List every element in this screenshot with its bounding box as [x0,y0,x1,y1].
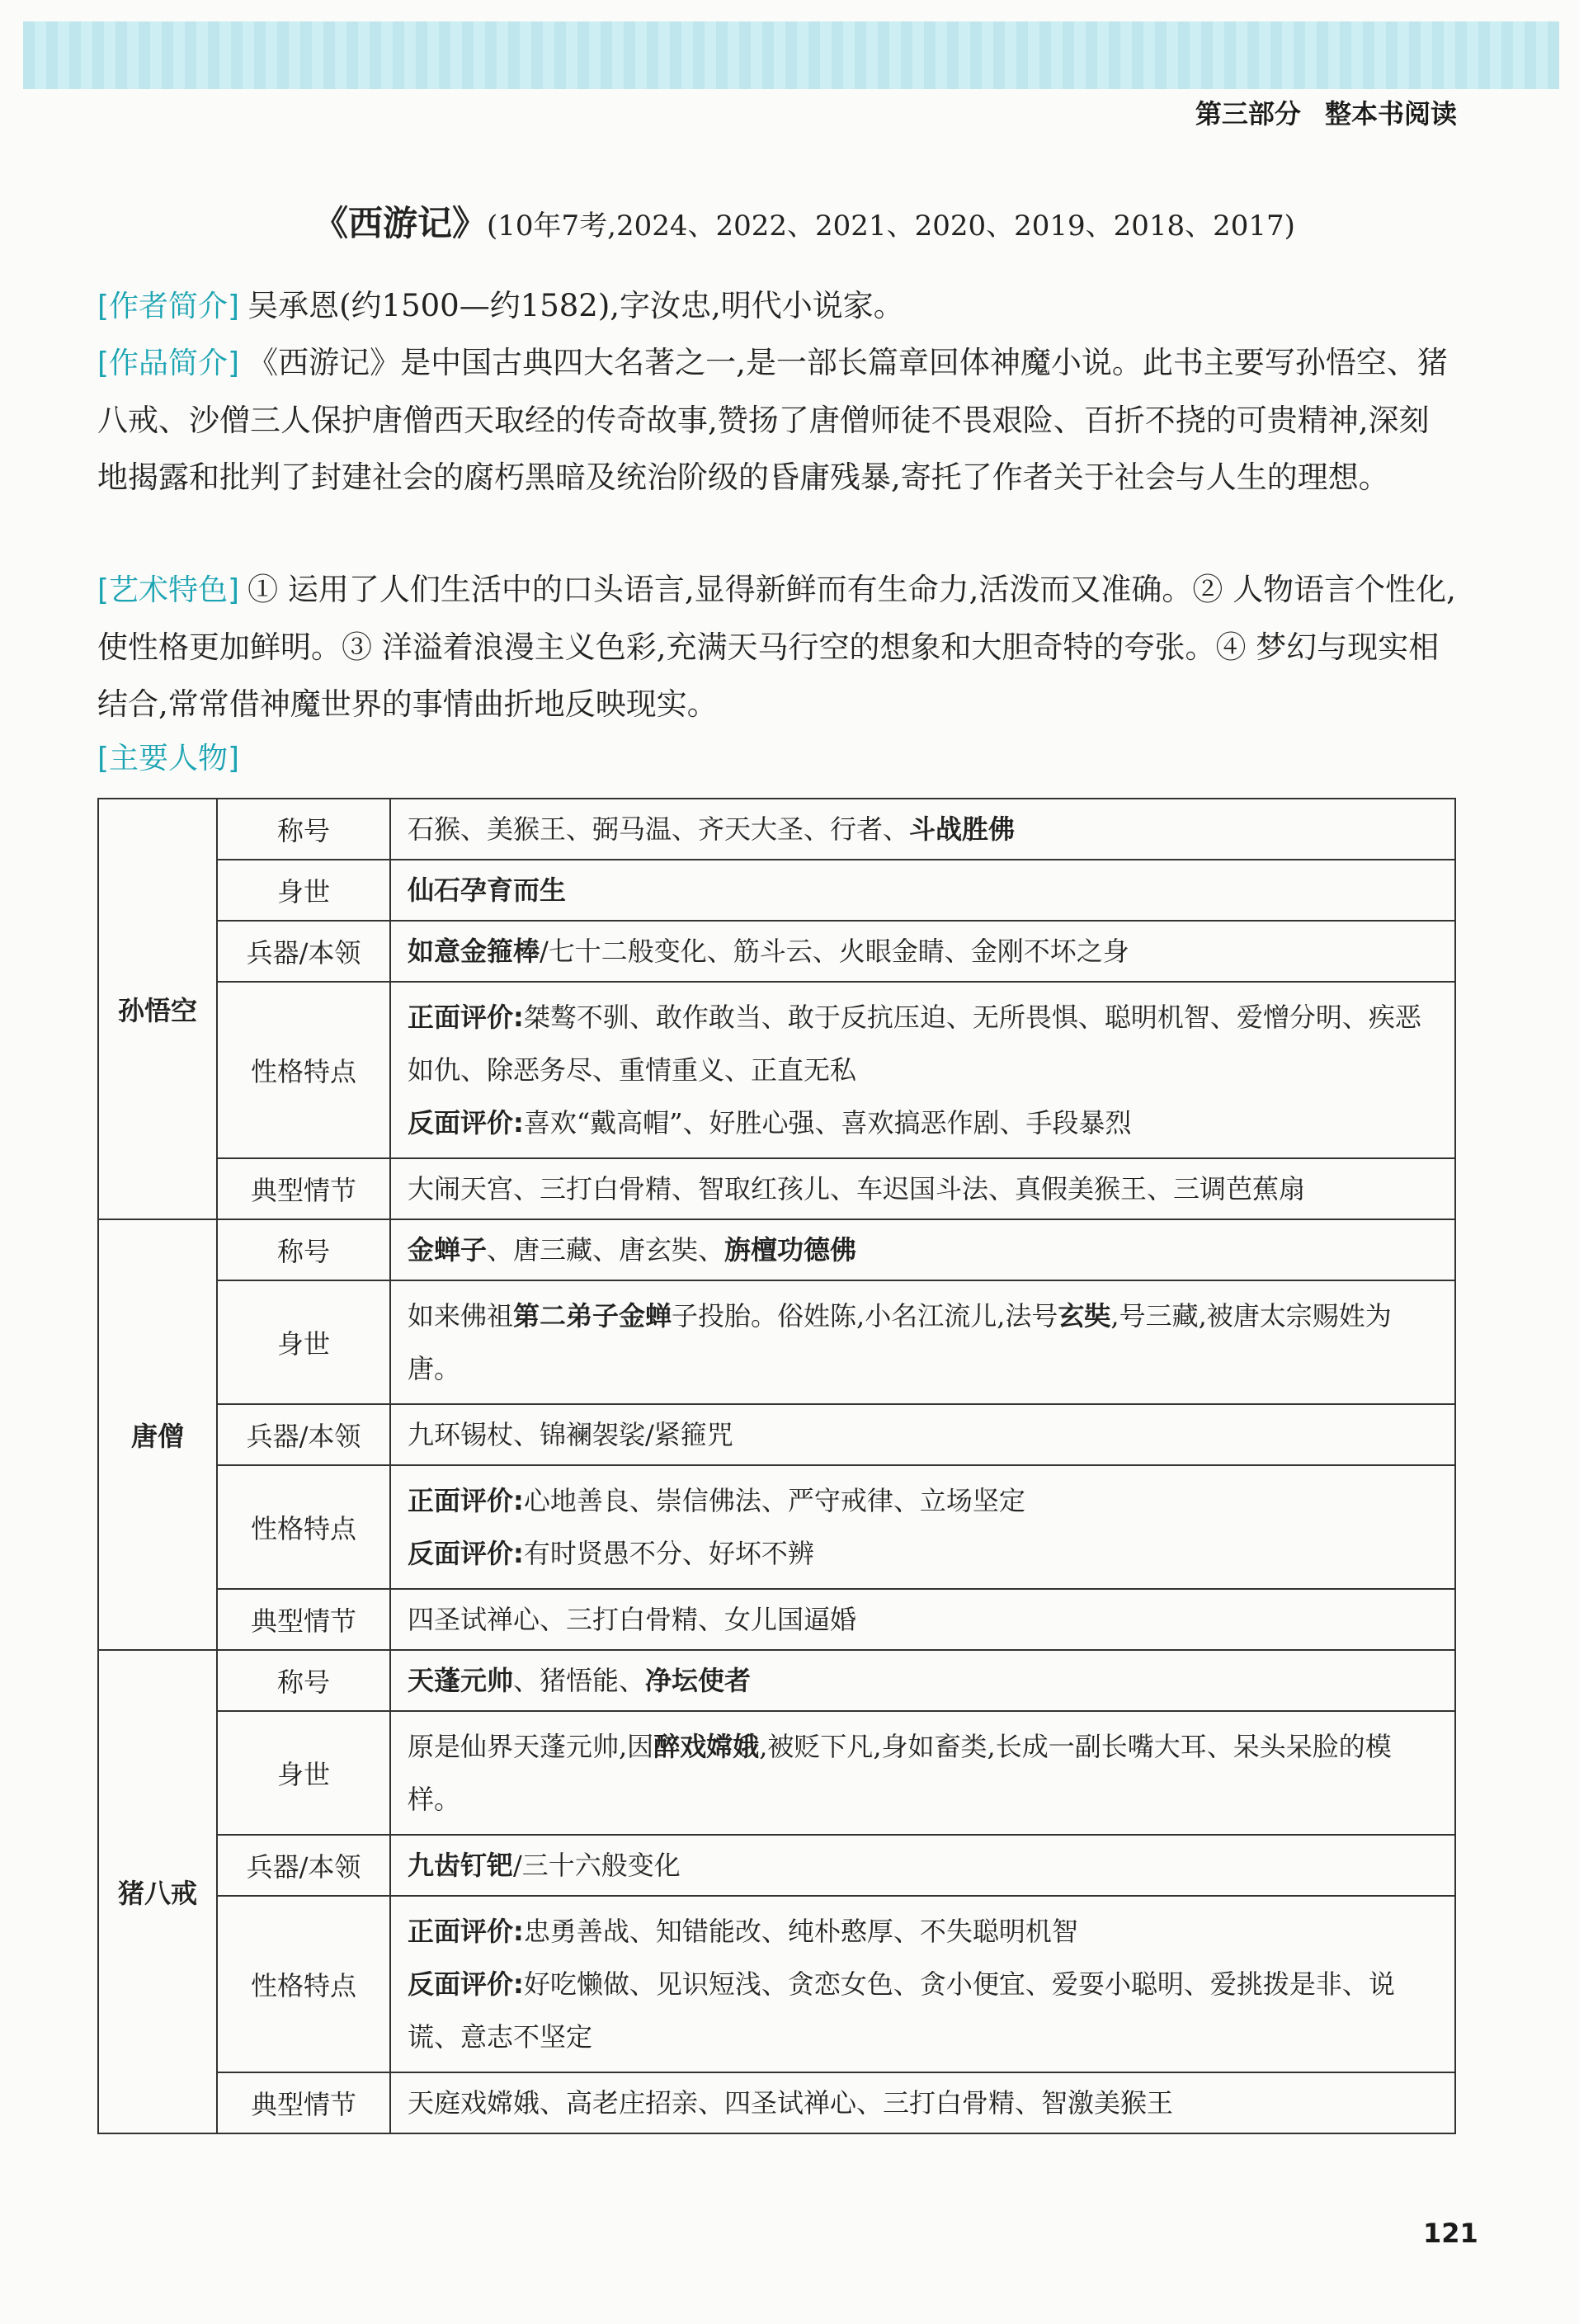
section-header: 第三部分 整本书阅读 [1195,98,1457,130]
attr-label: 典型情节 [217,2072,390,2133]
author-intro [97,277,1459,335]
table-row [98,1280,1455,1404]
attr-label: 身世 [217,1280,390,1404]
table-row [98,1711,1455,1835]
attr-label: 身世 [217,860,390,921]
table-row [98,2072,1455,2133]
personality-value: 正面评价:忠勇善战、知错能改、纯朴憨厚、不失聪明机智 反面评价:好吃懒做、见识短浅、贪恋女色、贪小便宜、爱耍小聪明、爱挑拨是非、说谎、意志不坚定 [390,1896,1455,2072]
characters-label: [主要人物] [97,742,240,775]
author-label: [作者简介] [97,290,240,323]
attr-label: 性格特点 [217,1896,390,2072]
page-number: 121 [1423,2218,1478,2249]
table-row [98,1650,1455,1711]
personality-value: 正面评价:桀骜不驯、敢作敢当、敢于反抗压迫、无所畏惧、聪明机智、爱憎分明、疾恶如仇、除恶务尽、重情重义、正直无私 反面评价:喜欢“戴高帽”、好胜心强、喜欢搞恶作剧、手段暴烈 [390,982,1455,1158]
table-row [98,799,1455,860]
table-row [98,1896,1455,2072]
attr-label: 兵器/本领 [217,1404,390,1465]
attr-label: 典型情节 [217,1158,390,1219]
attr-label: 称号 [217,1650,390,1711]
header-band [23,21,1559,89]
origin-value: 如来佛祖第二弟子金蝉子投胎。俗姓陈,小名江流儿,法号玄奘,号三藏,被唐太宗赐姓为唐。 [390,1280,1455,1404]
character-name: 猪八戒 [98,1650,217,2133]
attr-label: 称号 [217,799,390,860]
character-name: 孙悟空 [98,799,217,1219]
weapon-value: 九齿钉钯/三十六般变化 [390,1835,1455,1896]
book-title [313,196,1295,246]
attr-label: 身世 [217,1711,390,1835]
table-row [98,1465,1455,1589]
table-row [98,921,1455,982]
table-row [98,1219,1455,1280]
attr-label: 兵器/本领 [217,921,390,982]
personality-value: 正面评价:心地善良、崇信佛法、严守戒律、立场坚定 反面评价:有时贤愚不分、好坏不辨 [390,1465,1455,1589]
works-intro [97,334,1459,506]
art-features [97,561,1459,733]
title-value: 金蝉子、唐三藏、唐玄奘、旃檀功德佛 [390,1219,1455,1280]
attr-label: 称号 [217,1219,390,1280]
art-text: ① 运用了人们生活中的口头语言,显得新鲜而有生命力,活泼而又准确。② 人物语言个性化,使性格更加鲜明。③ 洋溢着浪漫主义色彩,充满天马行空的想象和大胆奇特的夸张。④ 梦幻与现实相结合,常常借神魔世界的事情曲折地反映现实。 [97,572,1456,722]
table-row [98,1589,1455,1650]
attr-label: 典型情节 [217,1589,390,1650]
book-name: 《西游记》 [313,203,488,243]
plots-value: 四圣试禅心、三打白骨精、女儿国逼婚 [390,1589,1455,1650]
weapon-value: 九环锡杖、锦襕袈裟/紧箍咒 [390,1404,1455,1465]
plots-value: 大闹天宫、三打白骨精、智取红孩儿、车迟国斗法、真假美猴王、三调芭蕉扇 [390,1158,1455,1219]
works-text: 《西游记》是中国古典四大名著之一,是一部长篇章回体神魔小说。此书主要写孙悟空、猪八戒、沙僧三人保护唐僧西天取经的传奇故事,赞扬了唐僧师徒不畏艰险、百折不挠的可贵精神,深刻地揭露和批判了封建社会的腐朽黑暗及统治阶级的昏庸残暴,寄托了作者关于社会与人生的理想。 [97,345,1448,495]
attr-label: 兵器/本领 [217,1835,390,1896]
works-label: [作品简介] [97,346,240,380]
author-text: 吴承恩(约1500—约1582),字汝忠,明代小说家。 [247,288,904,323]
origin-value: 仙石孕育而生 [390,860,1455,921]
characters-heading [97,729,1459,787]
weapon-value: 如意金箍棒/七十二般变化、筋斗云、火眼金睛、金刚不坏之身 [390,921,1455,982]
table-row [98,1404,1455,1465]
table-row [98,860,1455,921]
title-value: 石猴、美猴王、弼马温、齐天大圣、行者、斗战胜佛 [390,799,1455,860]
origin-value: 原是仙界天蓬元帅,因醉戏嫦娥,被贬下凡,身如畜类,长成一副长嘴大耳、呆头呆脸的模样。 [390,1711,1455,1835]
table-row [98,982,1455,1158]
attr-label: 性格特点 [217,1465,390,1589]
table-row [98,1835,1455,1896]
art-label: [艺术特色] [97,573,240,607]
characters-table [97,798,1456,2134]
title-value: 天蓬元帅、猪悟能、净坛使者 [390,1650,1455,1711]
table-row [98,1158,1455,1219]
plots-value: 天庭戏嫦娥、高老庄招亲、四圣试禅心、三打白骨精、智激美猴王 [390,2072,1455,2133]
attr-label: 性格特点 [217,982,390,1158]
exam-info: (10年7考,2024、2022、2021、2020、2019、2018、2017) [487,210,1295,243]
character-name: 唐僧 [98,1219,217,1650]
